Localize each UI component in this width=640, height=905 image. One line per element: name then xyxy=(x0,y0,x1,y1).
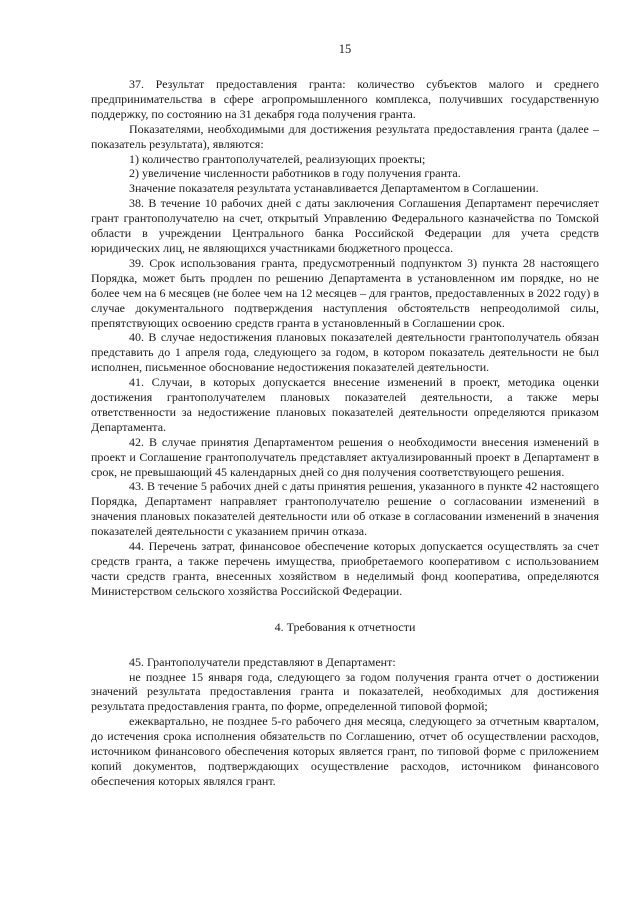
paragraph-43: 43. В течение 5 рабочих дней с даты принятия решения, указанного в пункте 42 настоящего Порядка, Департамент направляет грантополучателю решение о согласовании изменений в значения плановых показателей деятельности или об отказе в согласовании изменений в значения показателей деятельности с указанием причин отказа. xyxy=(91,479,599,539)
document-body xyxy=(91,77,599,789)
paragraph-indicators-intro: Показателями, необходимыми для достижения результата предоставления гранта (далее – показатель результата), являются: xyxy=(91,121,599,151)
paragraph-42: 42. В случае принятия Департаментом решения о необходимости внесения изменений в проект и Соглашение грантополучатель представляет актуализированный проект в Департамент в срок, не превышающий 45 календарных дней со дня получения соответствующего решения. xyxy=(91,434,599,479)
section-heading: 4. Требования к отчетности xyxy=(274,619,416,634)
paragraph-44: 44. Перечень затрат, финансовое обеспечение которых допускается осуществлять за счет средств гранта, а также перечень имущества, приобретаемого кооперативом с использованием части средств гранта, внесенных хозяйством в неделимый фонд кооператива, определяются Министерством сельского хозяйства Российской Федерации. xyxy=(91,539,599,598)
paragraph-45: 45. Грантополучатели представляют в Департамент: xyxy=(129,654,396,669)
paragraph-40: 40. В случае недостижения плановых показателей деятельности грантополучатель обязан представить до 1 апреля года, следующего за годом, в котором показатель деятельности не был исполнен, письменное обоснование недостижения показателей деятельности. xyxy=(91,330,599,375)
paragraph-39: 39. Срок использования гранта, предусмотренный подпунктом 3) пункта 28 настоящего Порядка, может быть продлен по решению Департамента в установленном им порядке, но не более чем на 6 месяцев (не более чем на 12 месяцев – для грантов, предоставленных в 2022 году) в случае документального подтверждения наступления обстоятельств непреодолимой силы, препятствующих освоению средств гранта в установленный в Соглашении срок. xyxy=(91,255,599,330)
list-item-employees-increase: 2) увеличение численности работников в году получения гранта. xyxy=(129,166,461,181)
paragraph-indicator-value: Значение показателя результата устанавливается Департаментом в Соглашении. xyxy=(129,181,539,196)
paragraph-38: 38. В течение 10 рабочих дней с даты заключения Соглашения Департамент перечисляет грант грантополучателю на счет, открытый Управлению Федерального казначейства по Томской области в учреждении Центрального банка Российской Федерации для учета средств юридических лиц, не являющихся участниками бюджетного процесса. xyxy=(91,196,599,255)
page-number: 15 xyxy=(338,42,352,56)
paragraph-annual-report: не позднее 15 января года, следующего за годом получения гранта отчет о достижении значений результата предоставления гранта и показателей, необходимых для достижения результата предоставления гранта, по форме, определенной типовой формой; xyxy=(91,669,599,714)
paragraph-41: 41. Случаи, в которых допускается внесение изменений в проект, методика оценки достижения грантополучателем плановых показателей деятельности, а также меры ответственности за недостижение плановых показателей деятельности определяются приказом Департамента. xyxy=(91,375,599,434)
paragraph-37: 37. Результат предоставления гранта: количество субъектов малого и среднего предпринимательства в сфере агропромышленного комплекса, получивших государственную поддержку, по состоянию на 31 декабря года получения гранта. xyxy=(91,77,599,121)
paragraph-quarterly-report: ежеквартально, не позднее 5-го рабочего дня месяца, следующего за отчетным кварталом, до истечения срока исполнения обязательств по Соглашению, отчет об осуществлении расходов, источником финансового обеспечения которых является грант, по типовой форме с приложением копий документов, подтверждающих осуществление расходов, источником финансового обеспечения которых являлся грант. xyxy=(91,714,599,788)
list-item-recipients-count: 1) количество грантополучателей, реализующих проекты; xyxy=(129,151,426,166)
